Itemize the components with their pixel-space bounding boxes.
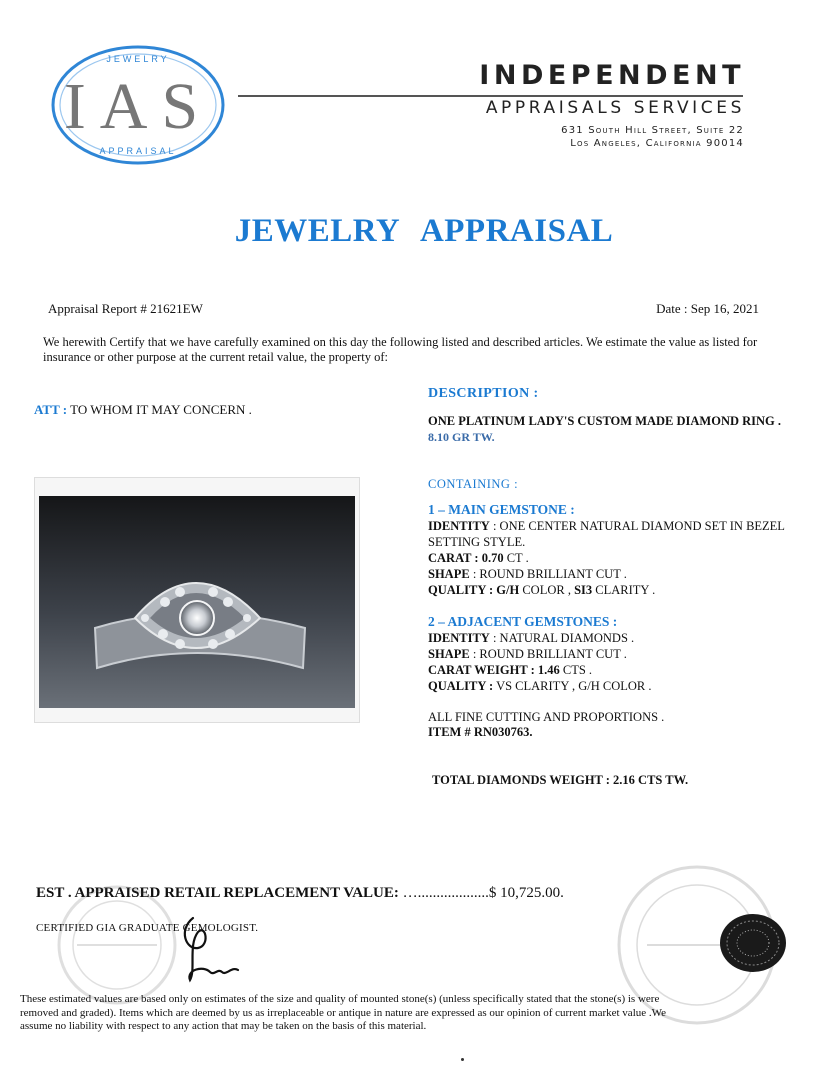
main-quality: [428, 582, 798, 598]
ias-logo: [48, 40, 228, 170]
adjacent-quality: [428, 678, 652, 694]
main-shape-label: SHAPE: [428, 567, 470, 581]
main-identity-label: IDENTITY: [428, 519, 490, 533]
date-label: Date :: [656, 301, 688, 316]
gia-gemologist-line: CERTIFIED GIA GRADUATE GEMOLOGIST.: [36, 922, 259, 934]
att-label: ATT :: [34, 402, 68, 417]
estimate-amount: $ 10,725.00.: [488, 885, 564, 901]
main-gemstone-section: [428, 502, 798, 598]
company-subtitle: APPRAISALS SERVICES: [485, 98, 745, 118]
main-quality-color: G/H: [496, 583, 520, 597]
company-name: INDEPENDENT: [479, 60, 745, 91]
description-heading: DESCRIPTION :: [428, 386, 539, 401]
adjacent-shape-label: SHAPE: [428, 647, 470, 661]
main-quality-clarity: SI3: [574, 583, 593, 597]
adjacent-identity: [428, 630, 652, 646]
disclaimer-text: These estimated values are based only on estimates of the size and quality of mounted stone(s) (unless specifically stated that the stone(s) is were removed and graded). Items which are deemed by us as irreplaceable or antique in nature are expressed as our opinion of current market value .We assume no liability with respect to any action that may be taken on the basis of this material.: [20, 993, 667, 1032]
main-quality-color-word: COLOR ,: [522, 583, 571, 597]
adjacent-identity-value: : NATURAL DIAMONDS .: [492, 631, 635, 645]
logo-arc-bottom: APPRAISAL: [99, 146, 177, 156]
main-gemstone-heading: 1 – MAIN GEMSTONE :: [428, 502, 575, 517]
main-quality-label: QUALITY :: [428, 583, 494, 597]
report-label: Appraisal Report #: [48, 301, 147, 316]
date-value: Sep 16, 2021: [690, 301, 759, 316]
adjacent-shape: [428, 646, 652, 662]
document-title: JEWELRY APPRAISAL: [234, 213, 614, 249]
adjacent-identity-label: IDENTITY: [428, 631, 490, 645]
adjacent-carat: [428, 662, 652, 678]
adjacent-carat-label: CARAT WEIGHT :: [428, 663, 535, 677]
main-carat-label: CARAT :: [428, 551, 479, 565]
adjacent-shape-value: : ROUND BRILLIANT CUT .: [472, 647, 627, 661]
address-line-2: Los Angeles, California 90014: [570, 138, 744, 149]
adjacent-quality-label: QUALITY :: [428, 679, 494, 693]
header-rule: [238, 95, 743, 97]
hologram-sticker: [718, 912, 788, 974]
gemologist-signature: [168, 910, 268, 990]
total-diamonds-weight: TOTAL DIAMONDS WEIGHT : 2.16 CTS TW.: [432, 773, 689, 787]
address-line-1: 631 South Hill Street, Suite 22: [561, 125, 744, 136]
adjacent-gemstones-heading: 2 – ADJACENT GEMSTONES :: [428, 614, 618, 629]
att-value: TO WHOM IT MAY CONCERN .: [70, 402, 252, 417]
logo-letters: IAS: [63, 70, 213, 143]
adjacent-quality-value: VS CLARITY , G/H COLOR .: [496, 679, 652, 693]
adjacent-gemstones-section: [428, 614, 652, 694]
item-number: ITEM # RN030763.: [428, 725, 533, 739]
ring-photo: [34, 477, 360, 723]
main-shape: [428, 566, 798, 582]
report-number: [48, 301, 203, 317]
report-date: [656, 301, 759, 317]
estimate-dots: …...................: [402, 885, 489, 901]
main-carat-value: 0.70: [481, 551, 504, 565]
page-dot: [461, 1058, 464, 1061]
description-line-2: 8.10 GR TW.: [428, 430, 495, 444]
adjacent-carat-value: 1.46: [537, 663, 560, 677]
report-value: 21621EW: [150, 301, 203, 316]
attention-line: [34, 402, 252, 418]
main-quality-clarity-word: CLARITY .: [595, 583, 656, 597]
main-carat-unit: CT .: [506, 551, 529, 565]
main-shape-value: : ROUND BRILLIANT CUT .: [472, 567, 627, 581]
logo-arc-top: JEWELRY: [106, 54, 170, 64]
fine-cutting-line: ALL FINE CUTTING AND PROPORTIONS .: [428, 710, 665, 724]
containing-heading: CONTAINING :: [428, 477, 519, 491]
estimate-label: EST . APPRAISED RETAIL REPLACEMENT VALUE:: [36, 885, 399, 901]
adjacent-carat-unit: CTS .: [562, 663, 593, 677]
certify-statement: We herewith Certify that we have carefully examined on this day the following listed and described articles. We estimate the value as listed for insurance or other purpose at the current retail value, the property of:: [43, 335, 758, 364]
description-line-1: ONE PLATINUM LADY'S CUSTOM MADE DIAMOND RING .: [428, 414, 782, 428]
main-identity: [428, 518, 798, 550]
cutting-and-item: [428, 710, 664, 740]
main-identity-value: : ONE CENTER NATURAL DIAMOND SET IN BEZEL SETTING STYLE.: [428, 519, 785, 549]
main-carat: [428, 550, 798, 566]
